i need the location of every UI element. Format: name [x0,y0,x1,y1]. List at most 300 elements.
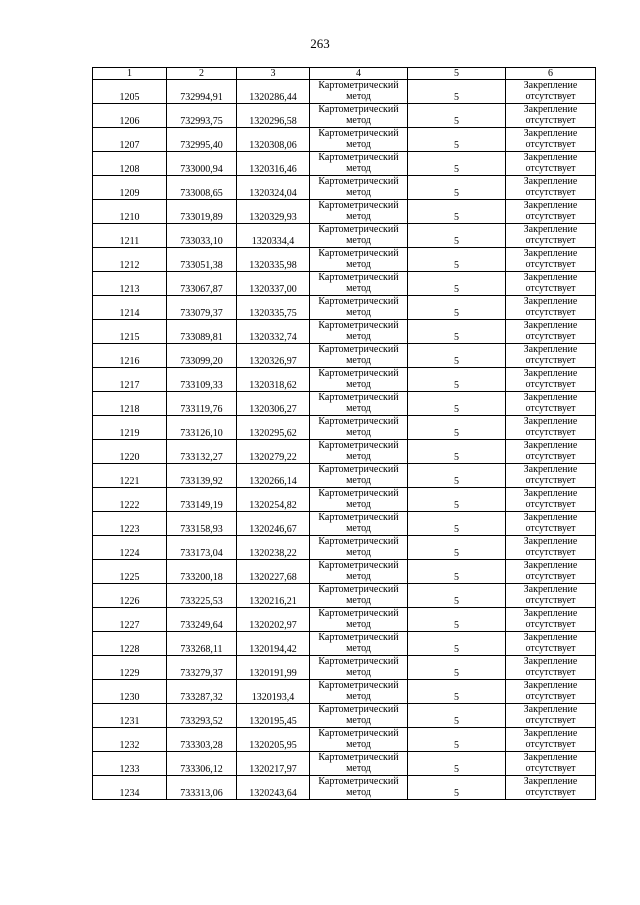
method-line-1: Картометрический [318,464,399,475]
fixation-line-1: Закрепление [523,368,578,379]
x-coordinate-cell: 733109,33 [167,368,237,392]
table-row [93,272,596,296]
x-coordinate-cell: 733119,76 [167,392,237,416]
method-line-2: метод [346,667,371,678]
fixation-cell [506,752,596,776]
point-number-cell: 1210 [93,200,167,224]
accuracy-cell: 5 [408,488,506,512]
column-header-1: 1 [93,68,167,80]
x-coordinate-cell: 733089,81 [167,320,237,344]
fixation-line-1: Закрепление [523,224,578,235]
x-coordinate-cell: 733313,06 [167,776,237,800]
point-number-cell: 1212 [93,248,167,272]
accuracy-cell: 5 [408,224,506,248]
method-line-1: Картометрический [318,536,399,547]
point-number-cell: 1219 [93,416,167,440]
x-coordinate-cell: 733303,28 [167,728,237,752]
fixation-cell [506,368,596,392]
accuracy-cell: 5 [408,728,506,752]
fixation-cell [506,416,596,440]
point-number-cell: 1206 [93,104,167,128]
accuracy-cell: 5 [408,680,506,704]
method-cell [310,680,408,704]
fixation-line-1: Закрепление [523,560,578,571]
method-line-1: Картометрический [318,704,399,715]
accuracy-cell: 5 [408,152,506,176]
point-number-cell: 1207 [93,128,167,152]
fixation-cell [506,248,596,272]
method-line-2: метод [346,715,371,726]
y-coordinate-cell: 1320246,67 [237,512,310,536]
column-header-5: 5 [408,68,506,80]
accuracy-cell: 5 [408,320,506,344]
fixation-cell [506,104,596,128]
accuracy-cell: 5 [408,272,506,296]
method-line-1: Картометрический [318,200,399,211]
method-line-2: метод [346,643,371,654]
table-row [93,608,596,632]
table-row [93,224,596,248]
accuracy-cell: 5 [408,368,506,392]
table-row [93,728,596,752]
table-row [93,152,596,176]
y-coordinate-cell: 1320326,97 [237,344,310,368]
fixation-cell [506,680,596,704]
x-coordinate-cell: 733173,04 [167,536,237,560]
table-row [93,680,596,704]
method-cell [310,536,408,560]
method-cell [310,152,408,176]
accuracy-cell: 5 [408,584,506,608]
accuracy-cell: 5 [408,560,506,584]
method-line-1: Картометрический [318,488,399,499]
y-coordinate-cell: 1320334,4 [237,224,310,248]
fixation-line-1: Закрепление [523,464,578,475]
point-number-cell: 1215 [93,320,167,344]
point-number-cell: 1226 [93,584,167,608]
y-coordinate-cell: 1320195,45 [237,704,310,728]
point-number-cell: 1216 [93,344,167,368]
method-cell [310,320,408,344]
method-line-1: Картометрический [318,344,399,355]
fixation-line-1: Закрепление [523,704,578,715]
y-coordinate-cell: 1320335,98 [237,248,310,272]
table-row [93,584,596,608]
fixation-cell [506,152,596,176]
accuracy-cell: 5 [408,776,506,800]
fixation-line-2: отсутствует [525,499,576,510]
point-number-cell: 1218 [93,392,167,416]
fixation-line-1: Закрепление [523,392,578,403]
method-line-1: Картометрический [318,392,399,403]
fixation-line-2: отсутствует [525,643,576,654]
method-line-1: Картометрический [318,296,399,307]
method-line-2: метод [346,355,371,366]
x-coordinate-cell: 733008,65 [167,176,237,200]
fixation-line-2: отсутствует [525,355,576,366]
point-number-cell: 1233 [93,752,167,776]
fixation-line-1: Закрепление [523,272,578,283]
fixation-line-1: Закрепление [523,752,578,763]
table-row [93,488,596,512]
fixation-line-2: отсутствует [525,139,576,150]
fixation-line-1: Закрепление [523,680,578,691]
table-row [93,656,596,680]
fixation-line-1: Закрепление [523,632,578,643]
x-coordinate-cell: 733249,64 [167,608,237,632]
method-line-2: метод [346,595,371,606]
method-cell [310,224,408,248]
fixation-cell [506,776,596,800]
y-coordinate-cell: 1320194,42 [237,632,310,656]
table-row [93,536,596,560]
x-coordinate-cell: 733293,52 [167,704,237,728]
method-line-1: Картометрический [318,80,399,91]
method-line-1: Картометрический [318,224,399,235]
table-row [93,368,596,392]
y-coordinate-cell: 1320332,74 [237,320,310,344]
method-cell [310,560,408,584]
accuracy-cell: 5 [408,440,506,464]
point-number-cell: 1208 [93,152,167,176]
accuracy-cell: 5 [408,200,506,224]
table-row [93,512,596,536]
method-cell [310,488,408,512]
fixation-line-2: отсутствует [525,91,576,102]
table-row [93,128,596,152]
fixation-line-2: отсутствует [525,571,576,582]
fixation-cell [506,200,596,224]
fixation-cell [506,632,596,656]
method-cell [310,368,408,392]
method-cell [310,776,408,800]
accuracy-cell: 5 [408,416,506,440]
fixation-cell [506,512,596,536]
fixation-line-1: Закрепление [523,776,578,787]
fixation-cell [506,272,596,296]
point-number-cell: 1232 [93,728,167,752]
accuracy-cell: 5 [408,104,506,128]
y-coordinate-cell: 1320193,4 [237,680,310,704]
fixation-cell [506,656,596,680]
method-line-2: метод [346,211,371,222]
fixation-line-2: отсутствует [525,283,576,294]
fixation-line-2: отсутствует [525,187,576,198]
table-body [93,80,596,800]
fixation-line-1: Закрепление [523,200,578,211]
table-row [93,776,596,800]
accuracy-cell: 5 [408,296,506,320]
fixation-line-2: отсутствует [525,379,576,390]
method-line-1: Картометрический [318,248,399,259]
accuracy-cell: 5 [408,80,506,104]
point-number-cell: 1231 [93,704,167,728]
method-line-1: Картометрический [318,512,399,523]
x-coordinate-cell: 733306,12 [167,752,237,776]
point-number-cell: 1223 [93,512,167,536]
x-coordinate-cell: 733000,94 [167,152,237,176]
accuracy-cell: 5 [408,704,506,728]
method-line-2: метод [346,763,371,774]
table-row [93,320,596,344]
method-cell [310,176,408,200]
table-row [93,416,596,440]
fixation-cell [506,128,596,152]
method-cell [310,728,408,752]
accuracy-cell: 5 [408,656,506,680]
method-line-1: Картометрический [318,632,399,643]
method-line-2: метод [346,115,371,126]
fixation-cell [506,440,596,464]
y-coordinate-cell: 1320243,64 [237,776,310,800]
fixation-line-1: Закрепление [523,728,578,739]
fixation-cell [506,488,596,512]
method-cell [310,344,408,368]
table-row [93,296,596,320]
table-row [93,80,596,104]
x-coordinate-cell: 733287,32 [167,680,237,704]
method-line-1: Картометрический [318,320,399,331]
fixation-line-2: отсутствует [525,547,576,558]
method-cell [310,464,408,488]
header-row [93,68,596,80]
fixation-cell [506,344,596,368]
method-line-1: Картометрический [318,656,399,667]
method-line-1: Картометрический [318,416,399,427]
method-line-1: Картометрический [318,608,399,619]
column-header-2: 2 [167,68,237,80]
method-line-2: метод [346,523,371,534]
method-cell [310,296,408,320]
method-line-1: Картометрический [318,128,399,139]
fixation-line-2: отсутствует [525,235,576,246]
y-coordinate-cell: 1320286,44 [237,80,310,104]
y-coordinate-cell: 1320227,68 [237,560,310,584]
method-line-1: Картометрический [318,680,399,691]
x-coordinate-cell: 733268,11 [167,632,237,656]
fixation-line-2: отсутствует [525,331,576,342]
x-coordinate-cell: 733132,27 [167,440,237,464]
method-cell [310,104,408,128]
method-line-1: Картометрический [318,752,399,763]
y-coordinate-cell: 1320337,00 [237,272,310,296]
x-coordinate-cell: 733126,10 [167,416,237,440]
fixation-line-2: отсутствует [525,475,576,486]
method-cell [310,656,408,680]
method-cell [310,128,408,152]
fixation-line-1: Закрепление [523,320,578,331]
fixation-cell [506,728,596,752]
accuracy-cell: 5 [408,128,506,152]
fixation-line-2: отсутствует [525,523,576,534]
x-coordinate-cell: 733067,87 [167,272,237,296]
fixation-line-2: отсутствует [525,619,576,630]
method-line-1: Картометрический [318,584,399,595]
table-row [93,704,596,728]
fixation-cell [506,176,596,200]
method-line-2: метод [346,91,371,102]
fixation-line-1: Закрепление [523,104,578,115]
method-line-2: метод [346,259,371,270]
fixation-cell [506,536,596,560]
method-line-1: Картометрический [318,152,399,163]
x-coordinate-cell: 733149,19 [167,488,237,512]
column-header-3: 3 [237,68,310,80]
fixation-line-2: отсутствует [525,115,576,126]
accuracy-cell: 5 [408,344,506,368]
method-line-2: метод [346,619,371,630]
fixation-line-1: Закрепление [523,152,578,163]
method-line-2: метод [346,331,371,342]
method-line-2: метод [346,283,371,294]
x-coordinate-cell: 733279,37 [167,656,237,680]
fixation-line-2: отсутствует [525,451,576,462]
x-coordinate-cell: 733099,20 [167,344,237,368]
y-coordinate-cell: 1320266,14 [237,464,310,488]
method-cell [310,248,408,272]
fixation-line-2: отсутствует [525,667,576,678]
method-line-2: метод [346,571,371,582]
method-line-2: метод [346,691,371,702]
coordinates-table [92,67,596,800]
fixation-cell [506,320,596,344]
method-line-2: метод [346,235,371,246]
method-cell [310,80,408,104]
method-cell [310,584,408,608]
point-number-cell: 1211 [93,224,167,248]
fixation-line-1: Закрепление [523,440,578,451]
fixation-cell [506,584,596,608]
x-coordinate-cell: 733051,38 [167,248,237,272]
y-coordinate-cell: 1320306,27 [237,392,310,416]
table-row [93,176,596,200]
accuracy-cell: 5 [408,632,506,656]
accuracy-cell: 5 [408,176,506,200]
fixation-line-2: отсутствует [525,739,576,750]
fixation-line-1: Закрепление [523,488,578,499]
method-line-1: Картометрический [318,104,399,115]
page-number: 263 [310,36,330,51]
accuracy-cell: 5 [408,608,506,632]
fixation-cell [506,80,596,104]
point-number-cell: 1214 [93,296,167,320]
method-cell [310,272,408,296]
y-coordinate-cell: 1320329,93 [237,200,310,224]
method-cell [310,416,408,440]
table-row [93,248,596,272]
method-line-2: метод [346,139,371,150]
point-number-cell: 1228 [93,632,167,656]
fixation-line-2: отсутствует [525,691,576,702]
x-coordinate-cell: 733033,10 [167,224,237,248]
fixation-cell [506,392,596,416]
method-line-2: метод [346,427,371,438]
x-coordinate-cell: 733158,93 [167,512,237,536]
fixation-line-1: Закрепление [523,536,578,547]
fixation-cell [506,608,596,632]
method-line-1: Картометрический [318,728,399,739]
fixation-line-1: Закрепление [523,584,578,595]
accuracy-cell: 5 [408,536,506,560]
y-coordinate-cell: 1320191,99 [237,656,310,680]
y-coordinate-cell: 1320216,21 [237,584,310,608]
x-coordinate-cell: 732994,91 [167,80,237,104]
fixation-line-1: Закрепление [523,176,578,187]
point-number-cell: 1220 [93,440,167,464]
y-coordinate-cell: 1320238,22 [237,536,310,560]
fixation-cell [506,464,596,488]
fixation-line-1: Закрепление [523,608,578,619]
y-coordinate-cell: 1320217,97 [237,752,310,776]
fixation-line-2: отсутствует [525,403,576,414]
fixation-line-2: отсутствует [525,259,576,270]
method-line-1: Картометрический [318,440,399,451]
method-line-1: Картометрический [318,560,399,571]
table-row [93,560,596,584]
point-number-cell: 1230 [93,680,167,704]
x-coordinate-cell: 733019,89 [167,200,237,224]
fixation-cell [506,296,596,320]
y-coordinate-cell: 1320308,06 [237,128,310,152]
y-coordinate-cell: 1320316,46 [237,152,310,176]
table-row [93,392,596,416]
point-number-cell: 1229 [93,656,167,680]
y-coordinate-cell: 1320335,75 [237,296,310,320]
point-number-cell: 1224 [93,536,167,560]
accuracy-cell: 5 [408,392,506,416]
y-coordinate-cell: 1320202,97 [237,608,310,632]
point-number-cell: 1205 [93,80,167,104]
method-line-1: Картометрический [318,176,399,187]
method-cell [310,632,408,656]
fixation-cell [506,224,596,248]
method-line-2: метод [346,499,371,510]
method-cell [310,752,408,776]
method-cell [310,704,408,728]
fixation-line-1: Закрепление [523,512,578,523]
x-coordinate-cell: 732995,40 [167,128,237,152]
fixation-line-2: отсутствует [525,787,576,798]
fixation-line-2: отсутствует [525,307,576,318]
column-header-6: 6 [506,68,596,80]
point-number-cell: 1227 [93,608,167,632]
fixation-line-2: отсутствует [525,715,576,726]
method-line-2: метод [346,787,371,798]
table-row [93,344,596,368]
accuracy-cell: 5 [408,512,506,536]
method-line-2: метод [346,379,371,390]
y-coordinate-cell: 1320279,22 [237,440,310,464]
accuracy-cell: 5 [408,464,506,488]
method-cell [310,608,408,632]
method-line-2: метод [346,547,371,558]
point-number-cell: 1221 [93,464,167,488]
point-number-cell: 1225 [93,560,167,584]
y-coordinate-cell: 1320295,62 [237,416,310,440]
fixation-line-2: отсутствует [525,427,576,438]
method-line-2: метод [346,475,371,486]
x-coordinate-cell: 732993,75 [167,104,237,128]
method-line-1: Картометрический [318,368,399,379]
method-line-2: метод [346,163,371,174]
fixation-line-1: Закрепление [523,248,578,259]
table-row [93,632,596,656]
accuracy-cell: 5 [408,248,506,272]
method-line-2: метод [346,451,371,462]
method-cell [310,440,408,464]
point-number-cell: 1209 [93,176,167,200]
y-coordinate-cell: 1320318,62 [237,368,310,392]
